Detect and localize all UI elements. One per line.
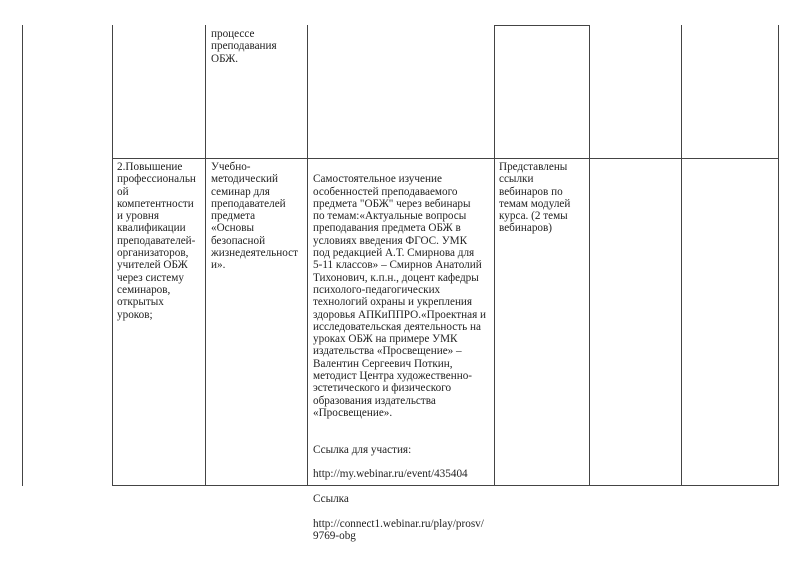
webinar-link-1[interactable]: http://my.webinar.ru/event/435404: [313, 468, 468, 481]
row2-event-text: Учебно- методический семинар для преподавателей предмета «Основы безопасной жизнедеятельност и».: [211, 161, 298, 272]
column-divider: [205, 25, 206, 486]
row2-goal-text: 2.Повышение профессиональн ой компетентности и уровня квалификации преподавателей- организаторов, учителей ОБЖ через систему семинаров, открытых уроков;: [117, 161, 196, 321]
row1-col2-text: процессе преподавания ОБЖ.: [211, 28, 277, 65]
link-label-participation: Ссылка для участия:: [313, 443, 412, 456]
column-divider: [589, 25, 590, 486]
column-divider: [494, 25, 495, 486]
link-label-2: Ссылка: [313, 493, 349, 506]
row-divider: [112, 158, 779, 159]
cell-top-border: [494, 25, 590, 26]
column-divider: [307, 25, 308, 486]
right-border-line: [778, 25, 779, 486]
row2-result-text: Представлены ссылки вебинаров по темам модулей курса. (2 темы вебинаров): [499, 161, 571, 235]
column-divider: [112, 25, 113, 486]
column-divider: [681, 25, 682, 486]
row2-content-text: [313, 161, 486, 542]
webinar-link-2[interactable]: http://connect1.webinar.ru/play/prosv/ 9769-obg: [313, 517, 484, 542]
left-border-line: [22, 25, 23, 486]
content-description: Самостоятельное изучение особенностей преподаваемого предмета "ОБЖ" через вебинары по темам:«Актуальные вопросы преподавания предмета ОБЖ в условиях введения ФГОС. УМК под редакцией А.Т. Смирнова для 5-11 классов» – Смирнов Анатолий Тихонович, к.п.н., доцент кафедры психолого-педагогических технологий охраны и укрепления здоровья АПКиППРО.«Проектная и исследовательская деятельность на уроках ОБЖ на примере УМК издательства «Просвещение» – Валентин Сергеевич Поткин, методист Центра художественно- эстетического и физического образования издательства «Просвещение».: [313, 173, 487, 419]
